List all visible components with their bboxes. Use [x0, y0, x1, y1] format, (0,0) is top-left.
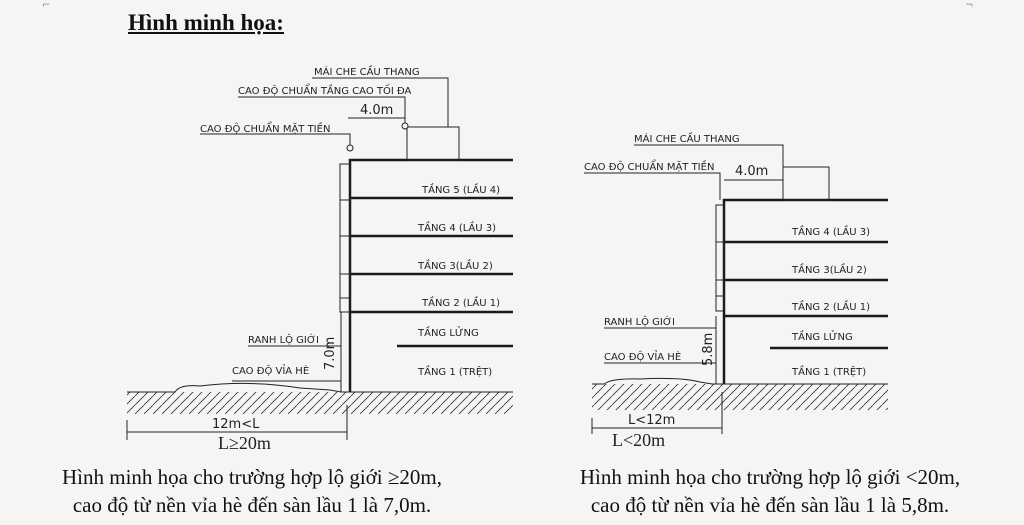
left-caption-line: cao độ từ nền vỉa hè đến sàn lầu 1 là 7,0m.: [72, 493, 432, 517]
left-facade-point: [347, 145, 353, 151]
right-label-setback: RANH LỘ GIỚI: [604, 317, 675, 328]
right-caption-line: Hình minh họa cho trường hợp lộ giới <20m,: [579, 465, 961, 489]
left-leader-facade: [200, 134, 350, 145]
right-floor-label: TẦNG 2 (LẦU 1): [792, 302, 870, 313]
right-stair-roof-box: [783, 167, 829, 200]
left-floor-label: TẦNG 3(LẦU 2): [418, 261, 493, 272]
left-label-sidewalk: CAO ĐỘ VỈA HÈ: [232, 366, 310, 377]
right-floor-label: TẦNG LỬNG: [792, 332, 853, 343]
left-diagram: [127, 64, 513, 453]
right-label-stair-roof: MÁI CHE CẦU THANG: [634, 134, 740, 145]
left-caption-line: Hình minh họa cho trường hợp lộ giới ≥20m,: [62, 465, 442, 489]
corner-mark: ⌐: [42, 0, 51, 11]
left-road-width: L≥20m: [218, 433, 271, 453]
left-floor-label: TẦNG LỬNG: [418, 328, 479, 339]
right-ground-hatch: [592, 384, 888, 410]
left-floor-label: TẦNG 1 (TRỆT): [418, 367, 493, 378]
page-heading: Hình minh họa:: [128, 10, 284, 35]
left-dim-height: 7.0m: [323, 336, 338, 370]
right-diagram: [584, 131, 888, 450]
right-leader-facade: [584, 173, 720, 200]
right-caption-line: cao độ từ nền vỉa hè đến sàn lầu 1 là 5,8m.: [590, 493, 950, 517]
right-ground-line: [592, 378, 888, 384]
right-dim-height: 5.8m: [701, 332, 716, 366]
right-label-sidewalk: CAO ĐỘ VỈA HÈ: [604, 352, 682, 363]
left-ground-hatch: [127, 392, 513, 414]
left-label-stair-roof: MÁI CHE CẦU THANG: [314, 67, 420, 78]
left-dim-partial: 12m<L: [212, 417, 260, 432]
right-caption: [520, 463, 1020, 519]
right-floor-label: TẦNG 4 (LẦU 3): [792, 227, 870, 238]
right-floor-label: TẦNG 3(LẦU 2): [792, 265, 867, 276]
right-dim-top: 4.0m: [735, 164, 769, 179]
left-caption: [2, 463, 502, 519]
left-floor-label: TẦNG 2 (LẦU 1): [422, 298, 500, 309]
left-balcony-strip: [340, 164, 350, 312]
left-label-max-height: CAO ĐỘ CHUẨN TẦNG CAO TỐI ĐA: [238, 86, 412, 97]
corner-mark: ¬: [965, 0, 974, 11]
left-label-facade: CAO ĐỘ CHUẨN MẶT TIỀN: [200, 124, 331, 135]
right-floor-label: TẦNG 1 (TRỆT): [792, 367, 867, 378]
left-dim-top: 4.0m: [360, 103, 394, 118]
right-label-facade: CAO ĐỘ CHUẨN MẶT TIỀN: [584, 162, 715, 173]
right-dim-partial: L<12m: [628, 413, 676, 428]
right-road-width: L<20m: [612, 430, 666, 450]
left-floor-label: TẦNG 5 (LẦU 4): [422, 185, 500, 196]
left-max-point: [402, 123, 408, 129]
left-ground-line: [127, 383, 513, 392]
left-label-setback: RANH LỘ GIỚI: [248, 335, 319, 346]
left-floor-label: TẦNG 4 (LẦU 3): [418, 223, 496, 234]
left-stair-roof-box: [407, 127, 459, 160]
